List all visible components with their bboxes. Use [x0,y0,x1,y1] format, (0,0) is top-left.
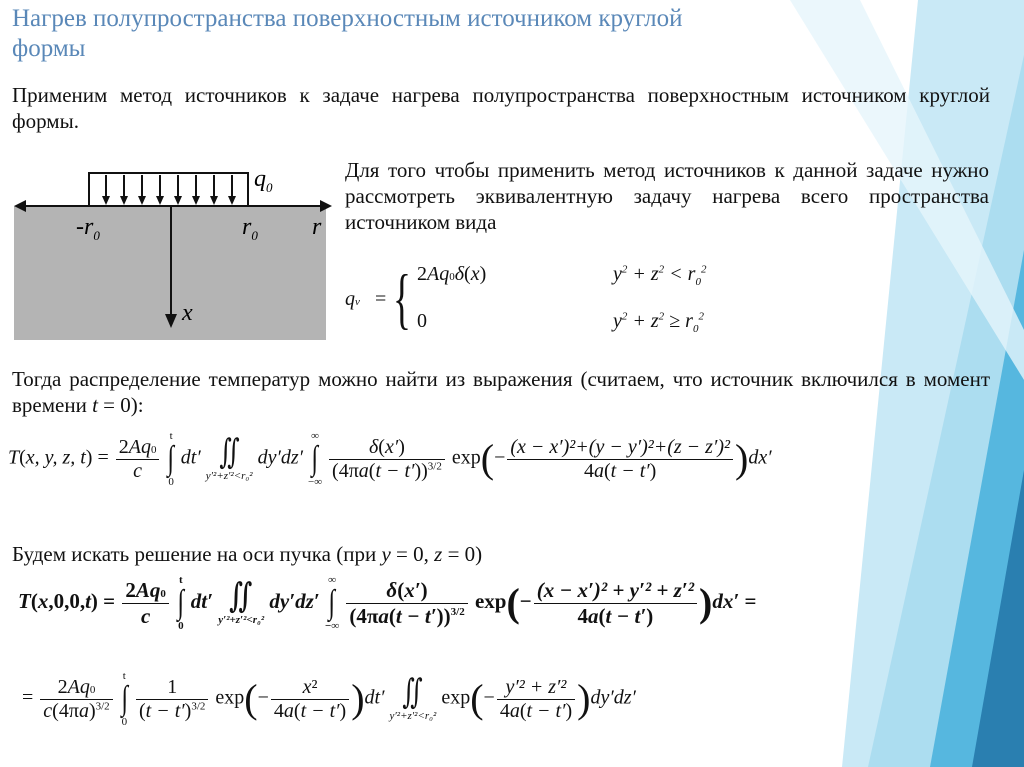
r-axis-label: r [312,214,322,240]
axis-formula: T(x,0,0,t) = $\frac{2Aq0}{c}$ t ∫ 0 dt′ ∬ y′²+z′²<r₀² dy′dz′ ∞ ∫ −∞ $\frac{\delta(x')}{(4\pi a(t - t'))^{3/2}}$ exp(− $\frac{\text{(x − x′)² + y′² + z′²}}{4a(t - t')}$ )dx′ = [18,574,757,632]
slide-title: Нагрев полупространства поверхностным источником круглой формы [12,5,683,62]
q0-label: $q_0$ [254,166,273,195]
halfspace-diagram [14,162,332,340]
axis-solution-paragraph: Будем искать решение на оси пучка (при y = 0, z = 0) [12,542,483,566]
neg-r0-label: $-r_0$ [76,214,100,243]
intro-paragraph: Применим метод источников к задаче нагрева полупространства поверхностным источником круглой формы. [12,83,990,133]
temperature-paragraph: Тогда распределение температур можно найти из выражения (считаем, что источник включился в момент времени t = 0): [12,367,990,417]
x-axis-label: x [182,300,193,326]
temperature-formula: T(x, y, z, t) = $\frac{2Aq0}{c}$ t ∫ 0 dt′ ∬ y′²+z′²<r₀² dy′dz′ ∞ ∫ −∞ $\frac{\delta(x')}{(4\pi a(t - t'))^{3/2}}$ exp(− $\frac{\text{(x − x′)²+(y − y′)²+(z − z′)²}}{4a(t - t')}$ )dx′ [8,430,772,488]
equivalent-problem-paragraph: Для того чтобы применить метод источников к данной задаче нужно рассмотреть эквивалентную задачу нагрева всего пространства источником вида [345,158,989,234]
result-formula: = $\frac{2Aq0}{c(4\pi a)^{3/2}}$ t ∫ 0 $\frac{1}{(t - t')^{3/2}}$ exp(− $\frac{\text{x²}}{4a(t - t')}$ )dt′ ∬ y′²+z′²<r₀² exp(− $\frac{\text{y′² + z′²}}{4a(t - t')}$ )dy′dz′ [22,670,636,728]
r0-label: $r_0$ [242,214,258,243]
source-formula: qv = { 2Aq0δ(x) 0 $y^2 + z^2 < r_0^2$ $y^2 + z^2 \ge r_0^2$ [345,260,707,336]
